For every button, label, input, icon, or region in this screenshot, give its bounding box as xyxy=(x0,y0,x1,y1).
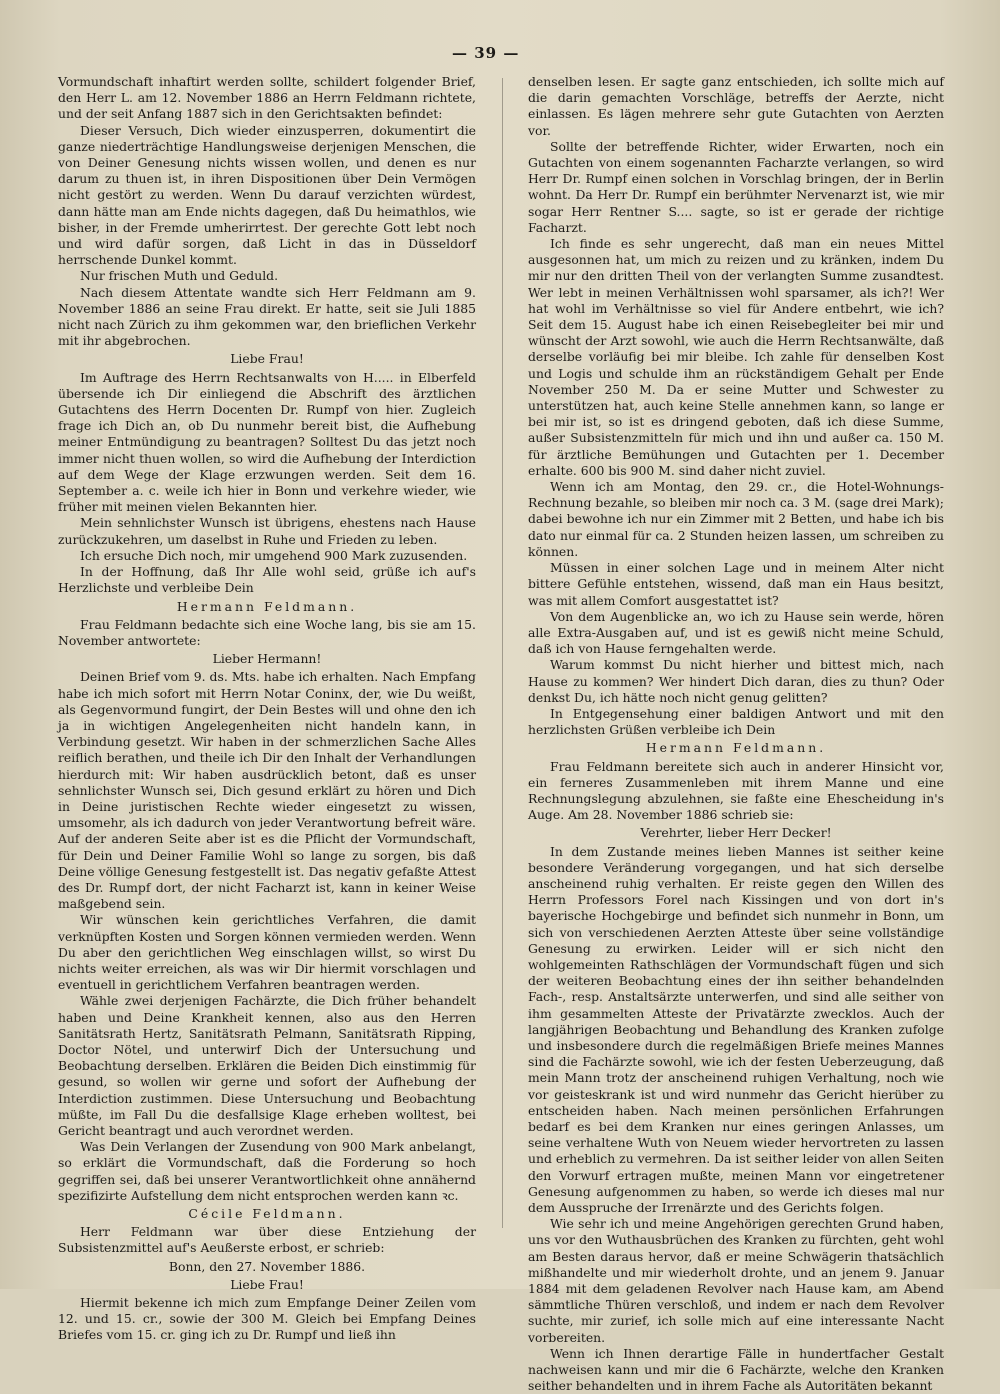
signature: Cécile Feldmann. xyxy=(188,1206,346,1222)
paragraph: Wenn ich am Montag, den 29. cr., die Hotel-Wohnungs-Rechnung bezahle, so bleiben mir noch ca. 3 M. (sage drei Mark); dabei bewohne ich nur ein Zimmer mit 2 Betten, und habe ich bis dato nur einmal für ca. 2 Stunden heizen lassen, um schreiben zu können. xyxy=(528,479,944,559)
paragraph: Mein sehnlichster Wunsch ist übrigens, ehestens nach Hause zurückzukehren, um daselbst in Ruhe und Frieden zu leben. xyxy=(58,515,476,547)
paragraph: Sollte der betreffende Richter, wider Erwarten, noch ein Gutachten von einem sogenannten Facharzte verlangen, so wird Herr Dr. Rumpf einen solchen in Vorschlag bringen, der in Berlin wohnt. Da Herr Dr. Rumpf ein berühmter Nervenarzt ist, wie mir sogar Herr Rentner S.... sagte, so ist er gerade der richtige Facharzt. xyxy=(528,138,944,235)
page-number: — 39 — xyxy=(452,44,520,62)
paragraph: Wenn ich Ihnen derartige Fälle in hundertfacher Gestalt nachweisen kann und mir die 6 Fachärzte, welche den Kranken seither behandelten und in ihrem Fache als Autoritäten bekannt xyxy=(528,1345,944,1394)
paragraph: Wie sehr ich und meine Angehörigen gerechten Grund haben, uns vor den Wuthausbrüchen des Kranken zu fürchten, geht wohl am Besten daraus hervor, daß er meine Schwägerin thatsächlich mißhandelte und mir wiederholt drohte, und an jenem 9. Januar 1884 mit dem geladenen Revolver nach Hause kam, am Abend sämmtliche Thüren verschloß, und indem er nach dem Revolver suchte, mir zurief, ich solle mich auf eine interessante Nacht vorbereiten. xyxy=(528,1216,944,1345)
paragraph: Vormundschaft inhaftirt werden sollte, schildert folgender Brief, den Herr L. am 12. November 1886 an Herrn Feldmann richtete, und der seit Anfang 1887 sich in den Gerichtsakten befindet: xyxy=(58,74,476,122)
signature: Hermann Feldmann. xyxy=(176,598,358,614)
paragraph: Wir wünschen kein gerichtliches Verfahren, die damit verknüpften Kosten und Sorgen können vermieden werden. Wenn Du aber den gerichtlichen Weg einschlagen willst, so wirst Du nichts weiter erreichen, als was wir Dir hiermit vorschlagen und eventuell in gerichtlichem Verfahren beantragen werden. xyxy=(58,912,476,993)
paragraph: In dem Zustande meines lieben Mannes ist seither keine besondere Veränderung vorgegangen, und hat sich derselbe anscheinend ruhig verhalten. Er reiste gegen den Willen des Herrn Professors Forel nach Kissingen und von dort in's bayerische Hochgebirge und befindet sich nunmehr in Bonn, um sich von verschiedenen Aerzten Atteste über seine vollständige Genesung zu erwirken. Leider will er sich nicht den wohlgemeinten Rathschlägen der Vormundschaft fügen und sich der weiteren Beobachtung eines der ihn seither behandelnden Fach-, resp. Anstaltsärzte unterwerfen, und sind alle seither von ihm gesammelten Atteste der Privatärzte zwecklos. Auch der langjährigen Beobachtung und Behandlung des Kranken zufolge und insbesondere durch die regelmäßigen Briefe meines Mannes sind die Fachärzte sowohl, wie ich der festen Ueberzeugung, daß mein Mann trotz der anscheinend ruhigen Verhaltung, noch wie vor geisteskrank ist und wird nunmehr das Gericht hierüber zu entscheiden haben. Nach meinen persönlichen Erfahrungen bedarf es bei dem Kranken nur eines geringen Anlasses, um seine verhaltene Wuth von Neuem wieder hervortreten zu lassen und erheblich zu vermehren. Da ist seither leider von allen Seiten den Vorwurf ertragen mußte, meinen Mann vor eingetretener Genesung aufgenommen zu haben, so werde ich dieses mal nur dem Ausspruche der Irrenärzte und des Gerichts folgen. xyxy=(528,843,944,1216)
paragraph: Warum kommst Du nicht hierher und bittest mich, nach Hause zu kommen? Wer hindert Dich daran, dies zu thun? Oder denkst Du, ich hätte noch nicht genug gelitten? xyxy=(528,657,944,705)
salutation: Lieber Hermann! xyxy=(212,651,322,667)
paragraph: Frau Feldmann bereitete sich auch in anderer Hinsicht vor, ein ferneres Zusammenleben mit ihrem Manne und eine Rechnungslegung abzulehnen, sie faßte eine Ehescheidung in's Auge. Am 28. November 1886 schrieb sie: xyxy=(528,758,944,823)
column-divider xyxy=(502,78,503,1228)
paragraph: Hiermit bekenne ich mich zum Empfange Deiner Zeilen vom 12. und 15. cr., sowie der 300 M. Gleich bei Empfang Deines Briefes vom 15. cr. ging ich zu Dr. Rumpf und ließ ihn xyxy=(58,1295,476,1343)
paragraph: Ich ersuche Dich noch, mir umgehend 900 Mark zuzusenden. xyxy=(80,547,468,563)
paragraph: Im Auftrage des Herrn Rechtsanwalts von H..... in Elberfeld übersende ich Dir einliegend die Abschrift des ärztlichen Gutachtens des Herrn Docenten Dr. Rumpf von hier. Zugleich frage ich Dich an, ob Du nunmehr bereit bist, die Aufhebung meiner Entmündigung zu beantragen? Solltest Du das jetzt noch immer nicht thuen wollen, so wird die Aufhebung der Interdiction auf dem Wege der Klage erzwungen werden. Seit dem 16. September a. c. weile ich hier in Bonn und verkehre wieder, wie früher mit meinen vielen Bekannten hier. xyxy=(58,369,476,515)
paragraph: Deinen Brief vom 9. ds. Mts. habe ich erhalten. Nach Empfang habe ich mich sofort mit Herrn Notar Coninx, der, wie Du weißt, als Gegenvormund fungirt, der Dein Bestes will und ohne den ich ja in wichtigen Angelegenheiten nicht handeln kann, in Verbindung gesetzt. Wir haben in der schmerzlichen Sache Alles reiflich berathen, und theile ich Dir den Inhalt der Verhandlungen hierdurch mit: Wir haben ausdrücklich betont, daß es unser sehnlichster Wunsch sei, Dich gesund erklärt zu hören und Dich in Deine juristischen Rechte wieder eingesetzt zu wissen, umsomehr, als ich dadurch von jeder Verantwortung befreit wäre. Auf der anderen Seite aber ist es die Pflicht der Vormundschaft, für Dein und Deiner Familie Wohl so lange zu sorgen, bis daß Deine völlige Genesung festgestellt ist. Das negativ gefaßte Attest des Dr. Rumpf dort, der nicht Facharzt ist, kann in keiner Weise maßgebend sein. xyxy=(58,669,476,912)
salutation: Liebe Frau! xyxy=(230,351,304,367)
paragraph: Ich finde es sehr ungerecht, daß man ein neues Mittel ausgesonnen hat, um mich zu reizen und zu kränken, indem Du mir nur den dritten Theil von der verlangten Summe zusandtest. Wer lebt in meinen Verhältnissen wohl sparsamer, als ich?! Wer hat wohl im Verhältnisse so viel für Andere entbehrt, wie ich? Seit dem 15. August habe ich einen Reisebegleiter bei mir und wünscht der Arzt sowohl, wie auch die Herrn Rechtsanwälte, daß derselbe vorläufig bei mir bleibe. Ich zahle für denselben Kost und Logis und schulde ihm an rückständigem Gehalt per Ende November 250 M. Da er seine Mutter und Schwester zu unterstützen hat, auch keine Stelle annehmen kann, so lange er bei mir ist, so ist es dringend geboten, daß ich diese Summe, außer Subsistenzmitteln für mich und ihn und außer ca. 150 M. für ärztliche Bemühungen und Gutachten per 1. December erhalte. 600 bis 900 M. sind daher nicht zuviel. xyxy=(528,236,944,478)
left-column xyxy=(58,74,476,1343)
paragraph: denselben lesen. Er sagte ganz entschieden, ich sollte mich auf die darin gemachten Vorschläge, betreffs der Aerzte, nicht einlassen. Es lägen mehrere sehr gute Gutachten von Aerzten vor. xyxy=(528,74,944,138)
paragraph: Von dem Augenblicke an, wo ich zu Hause sein werde, hören alle Extra-Ausgaben auf, und ist es gewiß nicht meine Schuld, daß ich von Hause ferngehalten werde. xyxy=(528,608,944,657)
paragraph: Dieser Versuch, Dich wieder einzusperren, dokumentirt die ganze niederträchtige Handlungsweise derjenigen Menschen, die von Deiner Genesung nichts wissen wollen, und denen es nur darum zu thuen ist, in ihren Dispositionen über Dein Vermögen nicht gestört zu werden. Wenn Du darauf verzichten würdest, dann hätte man am Ende nichts dagegen, daß Du heimathlos, wie bisher, in der Fremde umherirrtest. Der gerechte Gott lebt noch und wird dafür sorgen, daß Licht in das in Düsseldorf herrschende Dunkel kommt. xyxy=(58,122,476,268)
right-column xyxy=(528,74,944,1394)
paragraph: In der Hoffnung, daß Ihr Alle wohl seid, grüße ich auf's Herzlichste und verbleibe Dein xyxy=(58,564,476,596)
paragraph: Was Dein Verlangen der Zusendung von 900 Mark anbelangt, so erklärt die Vormundschaft, daß die Forderung so hoch gegriffen sei, daß bei unserer Verantwortlichkeit ohne annähernd spezifizirte Aufstellung dem nicht entsprochen werden kann ꝛc. xyxy=(58,1139,476,1203)
paragraph: Müssen in einer solchen Lage und in meinem Alter nicht bittere Gefühle entstehen, wissend, daß man ein Haus besitzt, was mit allem Comfort ausgestattet ist? xyxy=(528,560,944,608)
paragraph: Nur frischen Muth und Geduld. xyxy=(80,268,279,284)
signature: Hermann Feldmann. xyxy=(645,740,827,756)
paragraph: In Entgegensehung einer baldigen Antwort und mit den herzlichsten Grüßen verbleibe ich Dein xyxy=(528,705,944,738)
salutation: Liebe Frau! xyxy=(230,1276,304,1292)
paragraph: Herr Feldmann war über diese Entziehung der Subsistenzmittel auf's Aeußerste erbost, er schrieb: xyxy=(58,1224,476,1256)
paragraph: Wähle zwei derjenigen Fachärzte, die Dich früher behandelt haben und Deine Krankheit kennen, also aus den Herren Sanitätsrath Hertz, Sanitätsrath Pelmann, Sanitätsrath Ripping, Doctor Nötel, und unterwirf Dich der Untersuchung und Beobachtung derselben. Erklären die Beiden Dich einstimmig für gesund, so wollen wir gerne und sofort der Aufhebung der Interdiction zustimmen. Diese Untersuchung und Beobachtung müßte, im Fall Du die desfallsige Klage erheben wolltest, bei Gericht beantragt und auch verordnet werden. xyxy=(58,993,476,1138)
paragraph: Frau Feldmann bedachte sich eine Woche lang, bis sie am 15. November antwortete: xyxy=(58,616,476,648)
dateline: Bonn, den 27. November 1886. xyxy=(168,1258,366,1274)
salutation: Verehrter, lieber Herr Decker! xyxy=(640,825,832,841)
paragraph: Nach diesem Attentate wandte sich Herr Feldmann am 9. November 1886 an seine Frau direkt. Er hatte, seit sie Juli 1885 nicht nach Zürich zu ihm gekommen war, den brieflichen Verkehr mit ihr abgebrochen. xyxy=(58,284,476,349)
